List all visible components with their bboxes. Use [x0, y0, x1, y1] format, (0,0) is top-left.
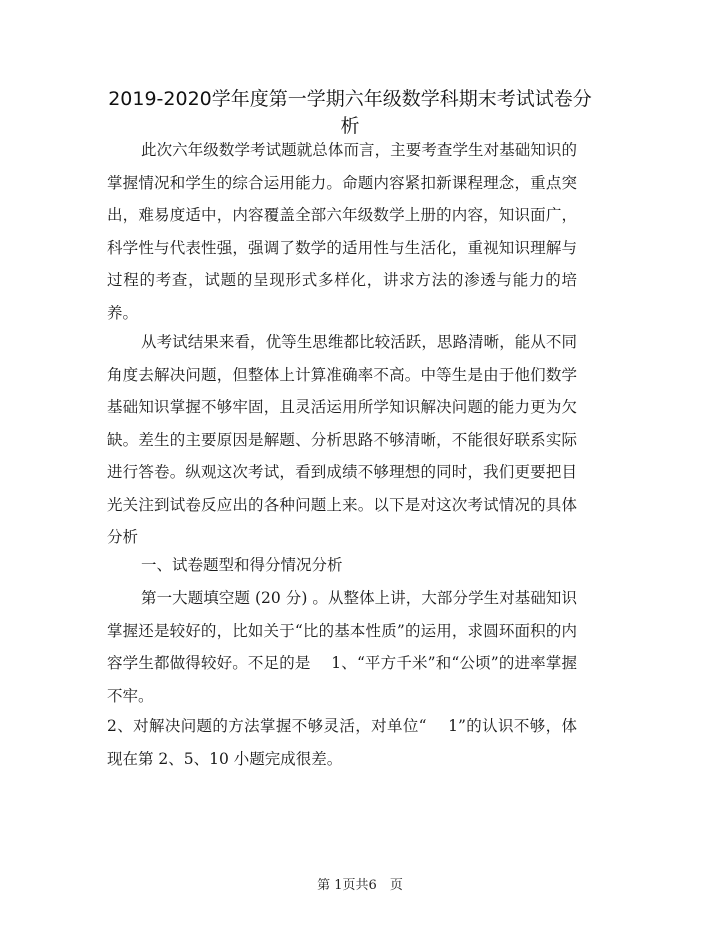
document-title: 2019-2020学年度第一学期六年级数学科期末考试试卷分析 — [108, 88, 592, 137]
page-number-footer: 第 1页共6 页 — [317, 878, 403, 893]
paragraph-results: 从考试结果来看，优等生思维都比较活跃，思路清晰，能从不同角度去解决问题，但整体上计算准确率不高。中等生是由于他们数学基础知识掌握不够牢固，且灵活运用所学知识解决问题的能力更为欠缺。差生的主要原因是解题、分析思路不够清晰，不能很好联系实际进行答卷。纵观这次考试，看到成绩不够理想的同时，我们更要把目光关注到试卷反应出的各种问题上来。以下是对这次考试情况的具体分析 — [107, 333, 577, 546]
paragraph-overview: 此次六年级数学考试题就总体而言，主要考查学生对基础知识的掌握情况和学生的综合运用能力。命题内容紧扣新课程理念，重点突出，难易度适中，内容覆盖全部六年级数学上册的内容，知识面广，科学性与代表性强，强调了数学的适用性与生活化，重视知识理解与过程的考查，试题的呈现形式多样化，讲求方法的渗透与能力的培养。 — [107, 141, 577, 322]
paragraph-fill-blank: 第一大题填空题 (20 分) 。从整体上讲，大部分学生对基础知识掌握还是较好的，比如关于“比的基本性质”的运用，求圆环面积的内容学生都做得较好。不足的是 1、“平方千米”和“公顷”的进率掌握不牢。 — [107, 589, 577, 705]
paragraph-problem-solving: 2、对解决问题的方法掌握不够灵活，对单位“ 1”的认识不够，体现在第 2、5、10 小题完成很差。 — [107, 717, 577, 768]
section-heading: 一、试卷题型和得分情况分析 — [141, 556, 343, 574]
